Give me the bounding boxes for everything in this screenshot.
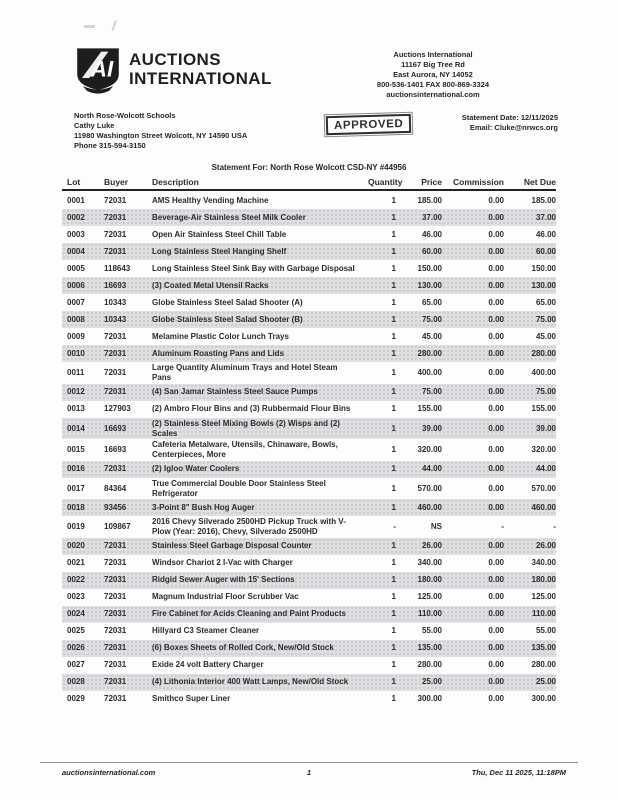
table-row xyxy=(62,657,556,674)
price-cell: 340.00 xyxy=(417,558,442,568)
quantity-cell: 1 xyxy=(391,677,396,687)
column-header-price: Price xyxy=(421,177,442,187)
description-cell: (3) Coated Metal Utensil Racks xyxy=(152,280,269,290)
lot-cell: 0028 xyxy=(67,677,85,687)
table-row xyxy=(62,516,556,538)
description-cell: (2) Igloo Water Coolers xyxy=(152,464,240,474)
statement-title: Statement For: North Rose Wolcott CSD-NY #44956 xyxy=(211,163,407,172)
quantity-cell: 1 xyxy=(391,643,396,653)
netdue-cell: 460.00 xyxy=(531,502,556,512)
footer-page-number: 1 xyxy=(306,768,312,777)
price-cell: 150.00 xyxy=(417,263,442,273)
quantity-cell: 1 xyxy=(391,423,396,433)
commission-cell: 0.00 xyxy=(488,246,504,256)
netdue-cell: 44.00 xyxy=(535,464,556,474)
commission-cell: 0.00 xyxy=(488,423,504,433)
price-cell: 185.00 xyxy=(417,195,442,205)
netdue-cell: 400.00 xyxy=(531,368,556,378)
table-row xyxy=(62,461,556,478)
price-cell: 570.00 xyxy=(417,483,442,493)
quantity-cell: 1 xyxy=(391,297,396,307)
netdue-cell: 25.00 xyxy=(535,677,556,687)
customer-name: North Rose-Wolcott Schools xyxy=(74,111,176,120)
quantity-cell: 1 xyxy=(391,368,396,378)
buyer-cell: 72031 xyxy=(104,643,127,653)
lot-cell: 0016 xyxy=(67,464,85,474)
netdue-cell: 110.00 xyxy=(531,609,556,619)
commission-cell: 0.00 xyxy=(488,626,504,636)
scan-artifact xyxy=(111,20,121,33)
scan-artifact xyxy=(84,25,95,28)
quantity-cell: 1 xyxy=(391,195,396,205)
commission-cell: 0.00 xyxy=(488,541,504,551)
lot-cell: 0011 xyxy=(67,368,85,378)
netdue-cell: 60.00 xyxy=(535,246,556,256)
buyer-cell: 93456 xyxy=(104,502,127,512)
netdue-cell: 125.00 xyxy=(531,592,556,602)
commission-cell: 0.00 xyxy=(488,212,504,222)
description-cell: Long Stainless Steel Hanging Shelf xyxy=(152,246,287,256)
description-cell: Windsor Chariot 2 I-Vac with Charger xyxy=(152,558,293,568)
lot-cell: 0001 xyxy=(67,195,85,205)
price-cell: 26.00 xyxy=(421,541,442,551)
price-cell: 280.00 xyxy=(417,348,442,358)
description-cell: Globe Stainless Steel Salad Shooter (A) xyxy=(152,297,303,307)
table-header-row xyxy=(62,177,556,191)
lot-cell: 0026 xyxy=(67,643,85,653)
price-cell: 125.00 xyxy=(417,592,442,602)
netdue-cell: 155.00 xyxy=(531,404,556,414)
buyer-cell: 84364 xyxy=(104,483,127,493)
page-footer xyxy=(40,762,578,777)
netdue-cell: 180.00 xyxy=(531,575,556,585)
commission-cell: 0.00 xyxy=(488,445,504,455)
description-cell: (4) San Jamar Stainless Steel Sauce Pumps xyxy=(152,387,318,397)
table-row xyxy=(62,499,556,516)
price-cell: 300.00 xyxy=(417,694,442,704)
description-cell: Ridgid Sewer Auger with 15' Sections xyxy=(152,575,295,585)
buyer-cell: 72031 xyxy=(104,195,127,205)
netdue-cell: 75.00 xyxy=(535,387,556,397)
table-row xyxy=(62,589,556,606)
quantity-cell: 1 xyxy=(391,280,396,290)
table-row xyxy=(62,226,556,243)
description-cell: Globe Stainless Steel Salad Shooter (B) xyxy=(152,314,303,324)
quantity-cell: 1 xyxy=(391,314,396,324)
description-cell: Large Quantity Aluminum Trays and Hotel Steam Pans xyxy=(152,363,338,383)
description-cell: Aluminum Roasting Pans and Lids xyxy=(152,348,285,358)
lot-cell: 0003 xyxy=(67,229,85,239)
price-cell: NS xyxy=(430,522,442,532)
brand-shield-icon xyxy=(74,46,122,94)
netdue-cell: 150.00 xyxy=(531,263,556,273)
table-row xyxy=(62,640,556,657)
quantity-cell: 1 xyxy=(391,348,396,358)
lot-cell: 0002 xyxy=(67,212,85,222)
table-row xyxy=(62,345,556,362)
netdue-cell: 570.00 xyxy=(531,483,556,493)
buyer-cell: 72031 xyxy=(104,677,127,687)
table-row xyxy=(62,311,556,328)
description-cell: (2) Stainless Steel Mixing Bowls (2) Wisps and (2) Scales xyxy=(152,418,340,438)
commission-cell: - xyxy=(501,522,504,532)
commission-cell: 0.00 xyxy=(488,502,504,512)
commission-cell: 0.00 xyxy=(488,677,504,687)
commission-cell: 0.00 xyxy=(488,575,504,585)
quantity-cell: 1 xyxy=(391,263,396,273)
commission-cell: 0.00 xyxy=(488,229,504,239)
company-name: Auctions International xyxy=(393,50,473,59)
description-cell: Stainless Steel Garbage Disposal Counter xyxy=(152,541,312,551)
commission-cell: 0.00 xyxy=(488,297,504,307)
buyer-cell: 16693 xyxy=(104,445,127,455)
table-row xyxy=(62,192,556,209)
table-row xyxy=(62,294,556,311)
commission-cell: 0.00 xyxy=(488,694,504,704)
lot-cell: 0020 xyxy=(67,541,85,551)
quantity-cell: 1 xyxy=(391,212,396,222)
buyer-cell: 72031 xyxy=(104,660,127,670)
buyer-cell: 72031 xyxy=(104,331,127,341)
column-header-description: Description xyxy=(152,177,199,187)
lot-cell: 0015 xyxy=(67,445,85,455)
netdue-cell: 280.00 xyxy=(531,348,556,358)
price-cell: 60.00 xyxy=(421,246,442,256)
quantity-cell: 1 xyxy=(391,660,396,670)
lot-cell: 0024 xyxy=(67,609,85,619)
brand-monogram: AI xyxy=(90,56,114,82)
netdue-cell: 300.00 xyxy=(531,694,556,704)
price-cell: 44.00 xyxy=(421,464,442,474)
quantity-cell: 1 xyxy=(391,626,396,636)
table-row xyxy=(62,277,556,294)
price-cell: 45.00 xyxy=(421,331,442,341)
buyer-cell: 10343 xyxy=(104,314,127,324)
statement-date: Statement Date: 12/11/2025 xyxy=(461,113,558,122)
netdue-cell: 185.00 xyxy=(531,195,556,205)
description-cell: Fire Cabinet for Acids Cleaning and Paint Products xyxy=(152,609,346,619)
description-cell: Magnum Industrial Floor Scrubber Vac xyxy=(152,592,299,602)
netdue-cell: 130.00 xyxy=(531,280,556,290)
buyer-cell: 72031 xyxy=(104,246,127,256)
quantity-cell: - xyxy=(393,522,396,532)
price-cell: 55.00 xyxy=(421,626,442,636)
description-cell: Hillyard C3 Steamer Cleaner xyxy=(152,626,260,636)
price-cell: 460.00 xyxy=(417,502,442,512)
price-cell: 180.00 xyxy=(417,575,442,585)
price-cell: 110.00 xyxy=(417,609,442,619)
lot-cell: 0012 xyxy=(67,387,85,397)
buyer-cell: 109867 xyxy=(104,522,131,532)
netdue-cell: 37.00 xyxy=(535,212,556,222)
table-row xyxy=(62,401,556,418)
commission-cell: 0.00 xyxy=(488,643,504,653)
description-cell: Open Air Stainless Steel Chill Table xyxy=(152,229,287,239)
quantity-cell: 1 xyxy=(391,387,396,397)
footer-timestamp: Thu, Dec 11 2025, 11:18PM xyxy=(471,768,566,777)
netdue-cell: 320.00 xyxy=(531,445,556,455)
lot-cell: 0005 xyxy=(67,263,85,273)
description-cell: (2) Ambro Flour Bins and (3) Rubbermaid Flour Bins xyxy=(152,404,351,414)
description-cell: Melamine Plastic Color Lunch Trays xyxy=(152,331,289,341)
lots-table xyxy=(62,177,556,708)
buyer-cell: 72031 xyxy=(104,212,127,222)
quantity-cell: 1 xyxy=(391,609,396,619)
lot-cell: 0023 xyxy=(67,592,85,602)
lot-cell: 0029 xyxy=(67,694,85,704)
brand-logo xyxy=(74,46,272,94)
buyer-cell: 72031 xyxy=(104,626,127,636)
table-row xyxy=(62,260,556,277)
quantity-cell: 1 xyxy=(391,331,396,341)
lot-cell: 0019 xyxy=(67,522,85,532)
lot-cell: 0007 xyxy=(67,297,85,307)
company-website: auctionsinternational.com xyxy=(386,90,480,99)
buyer-cell: 72031 xyxy=(104,558,127,568)
lot-cell: 0010 xyxy=(67,348,85,358)
description-cell: Exide 24 volt Battery Charger xyxy=(152,660,264,670)
price-cell: 75.00 xyxy=(421,387,442,397)
price-cell: 320.00 xyxy=(417,445,442,455)
brand-name-line2: INTERNATIONAL xyxy=(129,69,272,88)
netdue-cell: 26.00 xyxy=(535,541,556,551)
commission-cell: 0.00 xyxy=(488,195,504,205)
price-cell: 155.00 xyxy=(417,404,442,414)
table-row xyxy=(62,674,556,691)
commission-cell: 0.00 xyxy=(488,483,504,493)
table-row xyxy=(62,439,556,461)
buyer-cell: 72031 xyxy=(104,368,127,378)
brand-name-line1: AUCTIONS xyxy=(129,50,221,70)
price-cell: 400.00 xyxy=(417,368,442,378)
quantity-cell: 1 xyxy=(391,404,396,414)
customer-phone: Phone 315-594-3150 xyxy=(74,141,146,150)
description-cell: 3-Point 8" Bush Hog Auger xyxy=(152,502,255,512)
commission-cell: 0.00 xyxy=(488,464,504,474)
price-cell: 280.00 xyxy=(417,660,442,670)
table-row xyxy=(62,538,556,555)
customer-address-block xyxy=(74,111,247,151)
price-cell: 135.00 xyxy=(417,643,442,653)
commission-cell: 0.00 xyxy=(488,280,504,290)
brand-name xyxy=(129,51,272,88)
lot-cell: 0014 xyxy=(67,423,85,433)
price-cell: 130.00 xyxy=(417,280,442,290)
commission-cell: 0.00 xyxy=(488,263,504,273)
table-row xyxy=(62,362,556,384)
quantity-cell: 1 xyxy=(391,502,396,512)
description-cell: 2016 Chevy Silverado 2500HD Pickup Truck with V-Plow (Year: 2016), Chevy, Silverado 2500HD xyxy=(152,517,346,537)
quantity-cell: 1 xyxy=(391,483,396,493)
buyer-cell: 16693 xyxy=(104,280,127,290)
buyer-cell: 72031 xyxy=(104,541,127,551)
netdue-cell: 340.00 xyxy=(531,558,556,568)
commission-cell: 0.00 xyxy=(488,660,504,670)
buyer-cell: 72031 xyxy=(104,609,127,619)
table-body xyxy=(62,192,556,708)
quantity-cell: 1 xyxy=(391,464,396,474)
table-row xyxy=(62,691,556,708)
netdue-cell: 75.00 xyxy=(535,314,556,324)
lot-cell: 0025 xyxy=(67,626,85,636)
lot-cell: 0008 xyxy=(67,314,85,324)
column-header-buyer: Buyer xyxy=(104,177,129,187)
netdue-cell: 46.00 xyxy=(535,229,556,239)
company-phone-fax: 800-536-1401 FAX 800-869-3324 xyxy=(376,80,490,89)
lot-cell: 0018 xyxy=(67,502,85,512)
column-header-netdue: Net Due xyxy=(523,177,556,187)
commission-cell: 0.00 xyxy=(488,331,504,341)
description-cell: Long Stainless Steel Sink Bay with Garbage Disposal xyxy=(152,263,355,273)
table-row xyxy=(62,328,556,345)
quantity-cell: 1 xyxy=(391,445,396,455)
customer-contact: Cathy Luke xyxy=(74,121,115,130)
netdue-cell: 45.00 xyxy=(535,331,556,341)
table-row xyxy=(62,623,556,640)
statement-info xyxy=(462,113,558,133)
lot-cell: 0013 xyxy=(67,404,85,414)
price-cell: 46.00 xyxy=(421,229,442,239)
column-header-quantity: Quantity xyxy=(368,177,403,187)
description-cell: Beverage-Air Stainless Steel Milk Cooler xyxy=(152,212,306,222)
quantity-cell: 1 xyxy=(391,229,396,239)
lot-cell: 0006 xyxy=(67,280,85,290)
commission-cell: 0.00 xyxy=(488,387,504,397)
price-cell: 75.00 xyxy=(421,314,442,324)
buyer-cell: 10343 xyxy=(104,297,127,307)
buyer-cell: 127903 xyxy=(104,404,131,414)
quantity-cell: 1 xyxy=(391,592,396,602)
netdue-cell: 135.00 xyxy=(531,643,556,653)
lot-cell: 0004 xyxy=(67,246,85,256)
price-cell: 37.00 xyxy=(421,212,442,222)
commission-cell: 0.00 xyxy=(488,314,504,324)
lot-cell: 0009 xyxy=(67,331,85,341)
column-header-lot: Lot xyxy=(67,177,81,187)
table-row xyxy=(62,606,556,623)
table-row xyxy=(62,555,556,572)
commission-cell: 0.00 xyxy=(488,348,504,358)
quantity-cell: 1 xyxy=(391,558,396,568)
description-cell: AMS Healthy Vending Machine xyxy=(152,195,269,205)
company-street: 11167 Big Tree Rd xyxy=(401,60,465,69)
buyer-cell: 72031 xyxy=(104,575,127,585)
lot-cell: 0021 xyxy=(67,558,85,568)
commission-cell: 0.00 xyxy=(488,592,504,602)
netdue-cell: 280.00 xyxy=(531,660,556,670)
netdue-cell: 39.00 xyxy=(535,423,556,433)
description-cell: Smithco Super Liner xyxy=(152,694,231,704)
quantity-cell: 1 xyxy=(391,575,396,585)
company-address-block xyxy=(330,50,536,100)
description-cell: (6) Boxes Sheets of Rolled Cork, New/Old Stock xyxy=(152,643,334,653)
buyer-cell: 72031 xyxy=(104,464,127,474)
price-cell: 25.00 xyxy=(421,677,442,687)
commission-cell: 0.00 xyxy=(488,404,504,414)
lot-cell: 0027 xyxy=(67,660,85,670)
commission-cell: 0.00 xyxy=(488,609,504,619)
table-row xyxy=(62,243,556,260)
table-row xyxy=(62,572,556,589)
table-row xyxy=(62,478,556,500)
netdue-cell: 65.00 xyxy=(535,297,556,307)
commission-cell: 0.00 xyxy=(488,558,504,568)
quantity-cell: 1 xyxy=(391,541,396,551)
buyer-cell: 72031 xyxy=(104,348,127,358)
netdue-cell: - xyxy=(553,522,556,532)
company-city: East Aurora, NY 14052 xyxy=(393,70,473,79)
statement-email: Email: Cluke@nrwcs.org xyxy=(469,123,558,132)
description-cell: Cafeteria Metalware, Utensils, Chinaware, Bowls, Centerpieces, More xyxy=(152,440,338,460)
description-cell: (4) Lithonia Interior 400 Watt Lamps, New/Old Stock xyxy=(152,677,349,687)
table-row xyxy=(62,384,556,401)
quantity-cell: 1 xyxy=(391,694,396,704)
table-row xyxy=(62,418,556,440)
customer-street: 11980 Washington Street Wolcott, NY 14590 USA xyxy=(74,131,248,140)
netdue-cell: 55.00 xyxy=(535,626,556,636)
lot-cell: 0022 xyxy=(67,575,85,585)
buyer-cell: 72031 xyxy=(104,387,127,397)
column-header-commission: Commission xyxy=(452,177,504,187)
buyer-cell: 118643 xyxy=(104,263,131,273)
description-cell: True Commercial Double Door Stainless Steel Refrigerator xyxy=(152,478,326,498)
buyer-cell: 72031 xyxy=(104,694,127,704)
quantity-cell: 1 xyxy=(391,246,396,256)
commission-cell: 0.00 xyxy=(488,368,504,378)
footer-website: auctionsinternational.com xyxy=(62,768,156,777)
buyer-cell: 16693 xyxy=(104,423,127,433)
table-row xyxy=(62,209,556,226)
buyer-cell: 72031 xyxy=(104,229,127,239)
price-cell: 39.00 xyxy=(421,423,442,433)
buyer-cell: 72031 xyxy=(104,592,127,602)
approved-stamp: APPROVED xyxy=(326,114,412,135)
price-cell: 65.00 xyxy=(421,297,442,307)
lot-cell: 0017 xyxy=(67,483,85,493)
